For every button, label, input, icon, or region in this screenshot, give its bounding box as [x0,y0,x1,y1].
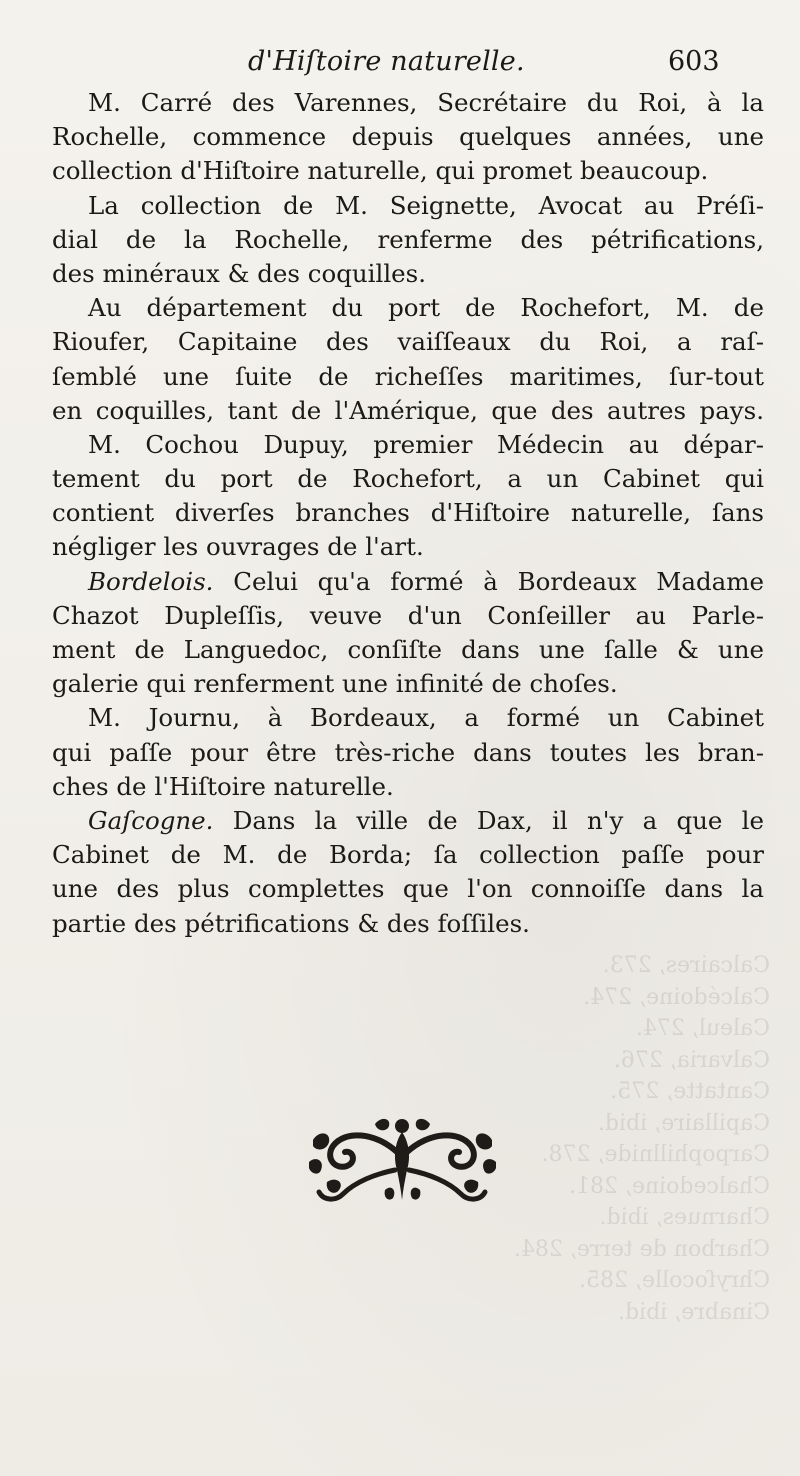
text-line-rest: Celui qu'a formé à Bordeaux Madame [233,566,764,596]
text-line: Rioufer, Capitaine des vaiſſeaux du Roi, a raſ- [52,327,764,357]
text-line: collection d'Hiſtoire naturelle, qui promet beaucoup. [52,156,709,186]
text-line: en coquilles, tant de l'Amérique, que des autres pays. [52,395,764,425]
text-line: ment de Languedoc, conſiſte dans une ſalle & une [52,635,764,664]
text-line: qui paſſe pour être très-riche dans toutes les bran- [52,737,764,767]
text-line: Cabinet de M. de Borda; ſa collection paſſe pour [52,840,764,870]
text-line: une des plus complettes que l'on connoiſſe dans la [52,874,764,904]
text-line-bordelois [52,565,764,599]
page-number: 603 [668,46,720,77]
text-line-gascogne [52,804,764,838]
text-line: partie des pétrifications & des foſſiles. [52,908,530,938]
italic-lead-gascogne: Gaſcogne. [88,805,214,835]
text-line: M. Journu, à Bordeaux, a formé un Cabinet [88,703,764,733]
text-line: M. Cochou Dupuy, premier Médecin au dépar- [88,429,764,459]
running-title: d'Hiſtoire naturelle. [248,46,525,77]
text-line: des minéraux & des coquilles. [52,258,427,288]
text-line: ches de l'Hiſtoire naturelle. [52,771,394,801]
text-line: Rochelle, commence depuis quelques années, une [52,122,764,152]
show-through-text: Calcaires, 273. Calcédoine, 274. Caleul, 274. Calvaria, 276. Cantatte, 275. Capillaire, ibid. Carpophillnide, 278. Chalcedoine, 281. Charnues, ibid. Charbon de terre, 284. Chryſocolle, 285. Cinabre, ibid. [513,953,770,1325]
text-line: M. Carré des Varennes, Secrétaire du Roi, à la [88,88,764,117]
text-line: galerie qui renferment une infinité de choſes. [52,669,618,699]
text-line-rest: Dans la ville de Dax, il n'y a que le [232,805,765,835]
running-header [0,46,800,86]
text-line: Au département du port de Rochefort, M. de [88,293,764,323]
text-line: contient diverſes branches d'Hiſtoire naturelle, ſans [52,498,764,528]
text-line: dial de la Rochelle, renferme des pétrifications, [52,224,764,254]
body-text [52,86,764,941]
text-line: tement du port de Rochefort, a un Cabinet qui [52,464,764,494]
text-line: ſemblé une ſuite de richeſſes maritimes, ſur-tout [52,361,764,391]
text-line: négliger les ouvrages de l'art. [52,532,424,562]
text-line: Chazot Dupleſſis, veuve d'un Conſeiller au Parle- [52,600,764,630]
fleuron-ornament-icon [305,1112,500,1207]
italic-lead-bordelois: Bordelois. [88,566,214,596]
text-line: La collection de M. Seignette, Avocat au Préſi- [88,190,764,220]
